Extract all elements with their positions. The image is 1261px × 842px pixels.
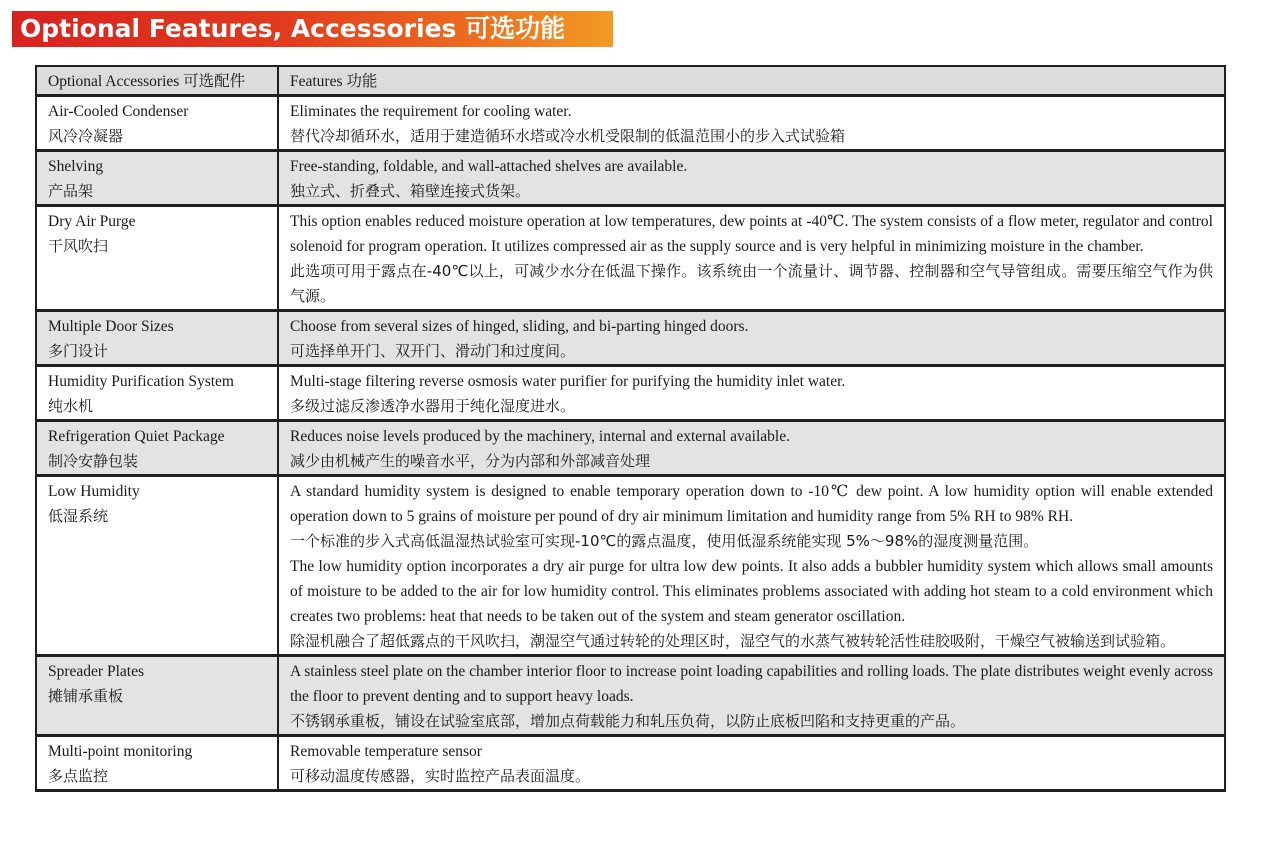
accessory-name-en: Multi-point monitoring [48,743,193,760]
feature-text-cn: 除湿机融合了超低露点的干风吹扫，潮湿空气通过转轮的处理区时，湿空气的水蒸气被转轮活性硅胶吸附，干燥空气被输送到试验箱。 [290,632,1176,650]
accessory-name-en: Dry Air Purge [48,213,136,230]
accessory-name-cell [36,206,278,311]
accessory-name-cell [36,151,278,206]
feature-cell [278,736,1225,791]
feature-text: Removable temperature sensor [290,743,482,760]
table-row [36,656,1225,736]
feature-text: A stainless steel plate on the chamber interior floor to increase point loading capabilities and rolling loads. The plate distributes weight evenly across the floor to prevent denting and to support heavy loads. [290,663,1214,705]
section-title-banner: Optional Features, Accessories 可选功能 [12,11,613,47]
table-row [36,311,1225,366]
feature-cell [278,476,1225,656]
feature-cell [278,96,1225,151]
accessory-name-cn: 摊铺承重板 [48,687,124,705]
header-features: Features 功能 [278,66,1225,96]
accessory-name-cn: 干风吹扫 [48,237,109,255]
accessory-name-en: Air-Cooled Condenser [48,103,189,120]
accessory-name-cell [36,736,278,791]
feature-text: Reduces noise levels produced by the machinery, internal and external available. [290,428,790,445]
accessory-name-en: Shelving [48,158,104,175]
accessory-name-cell [36,421,278,476]
feature-text-cn: 独立式、折叠式、箱壁连接式货架。 [290,182,531,200]
table-row [36,206,1225,311]
accessory-name-en: Humidity Purification System [48,373,234,390]
feature-cell [278,206,1225,311]
table-row [36,736,1225,791]
feature-text: Choose from several sizes of hinged, sliding, and bi-parting hinged doors. [290,318,749,335]
feature-text: Multi-stage filtering reverse osmosis water purifier for purifying the humidity inlet water. [290,373,846,390]
accessory-name-cell [36,96,278,151]
table-header-row [36,66,1225,96]
feature-text-cn: 替代冷却循环水，适用于建造循环水塔或冷水机受限制的低温范围小的步入式试验箱 [290,127,846,145]
table-row [36,96,1225,151]
feature-cell [278,366,1225,421]
table-row [36,421,1225,476]
accessory-name-cell [36,311,278,366]
accessory-name-cell [36,366,278,421]
feature-cell [278,311,1225,366]
accessory-name-cn: 低湿系统 [48,507,109,525]
feature-cell [278,421,1225,476]
accessory-name-cn: 风冷冷凝器 [48,127,124,145]
feature-text: The low humidity option incorporates a dry air purge for ultra low dew points. It also adds a bubbler humidity system which allows small amounts of moisture to be added to the air for low humidity control. This eliminates problems associated with adding hot steam to a cold environment which creates two problems: heat that needs to be taken out of the system and steam generator oscillation. [290,558,1213,625]
accessory-name-cell [36,656,278,736]
accessory-name-en: Low Humidity [48,483,140,500]
feature-text: Eliminates the requirement for cooling water. [290,103,572,120]
table-row [36,476,1225,656]
accessory-name-en: Spreader Plates [48,663,144,680]
feature-text-cn: 不锈钢承重板，铺设在试验室底部，增加点荷载能力和轧压负荷，以防止底板凹陷和支持更重的产品。 [290,712,966,730]
accessory-name-cn: 多点监控 [48,767,109,785]
accessory-name-en: Multiple Door Sizes [48,318,174,335]
feature-cell [278,151,1225,206]
accessories-table [35,65,1226,792]
feature-text: This option enables reduced moisture operation at low temperatures, dew points at -40℃. The system consists of a flow meter, regulator and control solenoid for program operation. It utilizes compressed air as the supply source and is very helpful in minimizing moisture in the chamber. [290,213,1213,255]
header-accessories: Optional Accessories 可选配件 [36,66,278,96]
feature-text-cn: 可移动温度传感器，实时监控产品表面温度。 [290,767,591,785]
feature-text-cn: 此选项可用于露点在-40℃以上，可减少水分在低温下操作。该系统由一个流量计、调节器、控制器和空气导管组成。需要压缩空气作为供气源。 [290,262,1213,305]
feature-text-cn: 多级过滤反渗透净水器用于纯化湿度进水。 [290,397,576,415]
accessory-name-cell [36,476,278,656]
table-row [36,366,1225,421]
table-row [36,151,1225,206]
accessory-name-cn: 产品架 [48,182,94,200]
feature-text-cn: 一个标准的步入式高低温湿热试验室可实现-10℃的露点温度，使用低湿系统能实现 5%～98%的湿度测量范围。 [290,532,1039,550]
accessory-name-cn: 制冷安静包装 [48,452,139,470]
accessory-name-cn: 多门设计 [48,342,109,360]
feature-text-cn: 减少由机械产生的噪音水平，分为内部和外部减音处理 [290,452,651,470]
feature-cell [278,656,1225,736]
accessory-name-en: Refrigeration Quiet Package [48,428,225,445]
accessory-name-cn: 纯水机 [48,397,94,415]
feature-text: A standard humidity system is designed to enable temporary operation down to -10℃ dew point. A low humidity option will enable extended operation down to 5 grains of moisture per pound of dry air minimum limitation and humidity range from 5% RH to 98% RH. [290,483,1213,525]
feature-text-cn: 可选择单开门、双开门、滑动门和过度间。 [290,342,576,360]
feature-text: Free-standing, foldable, and wall-attached shelves are available. [290,158,688,175]
